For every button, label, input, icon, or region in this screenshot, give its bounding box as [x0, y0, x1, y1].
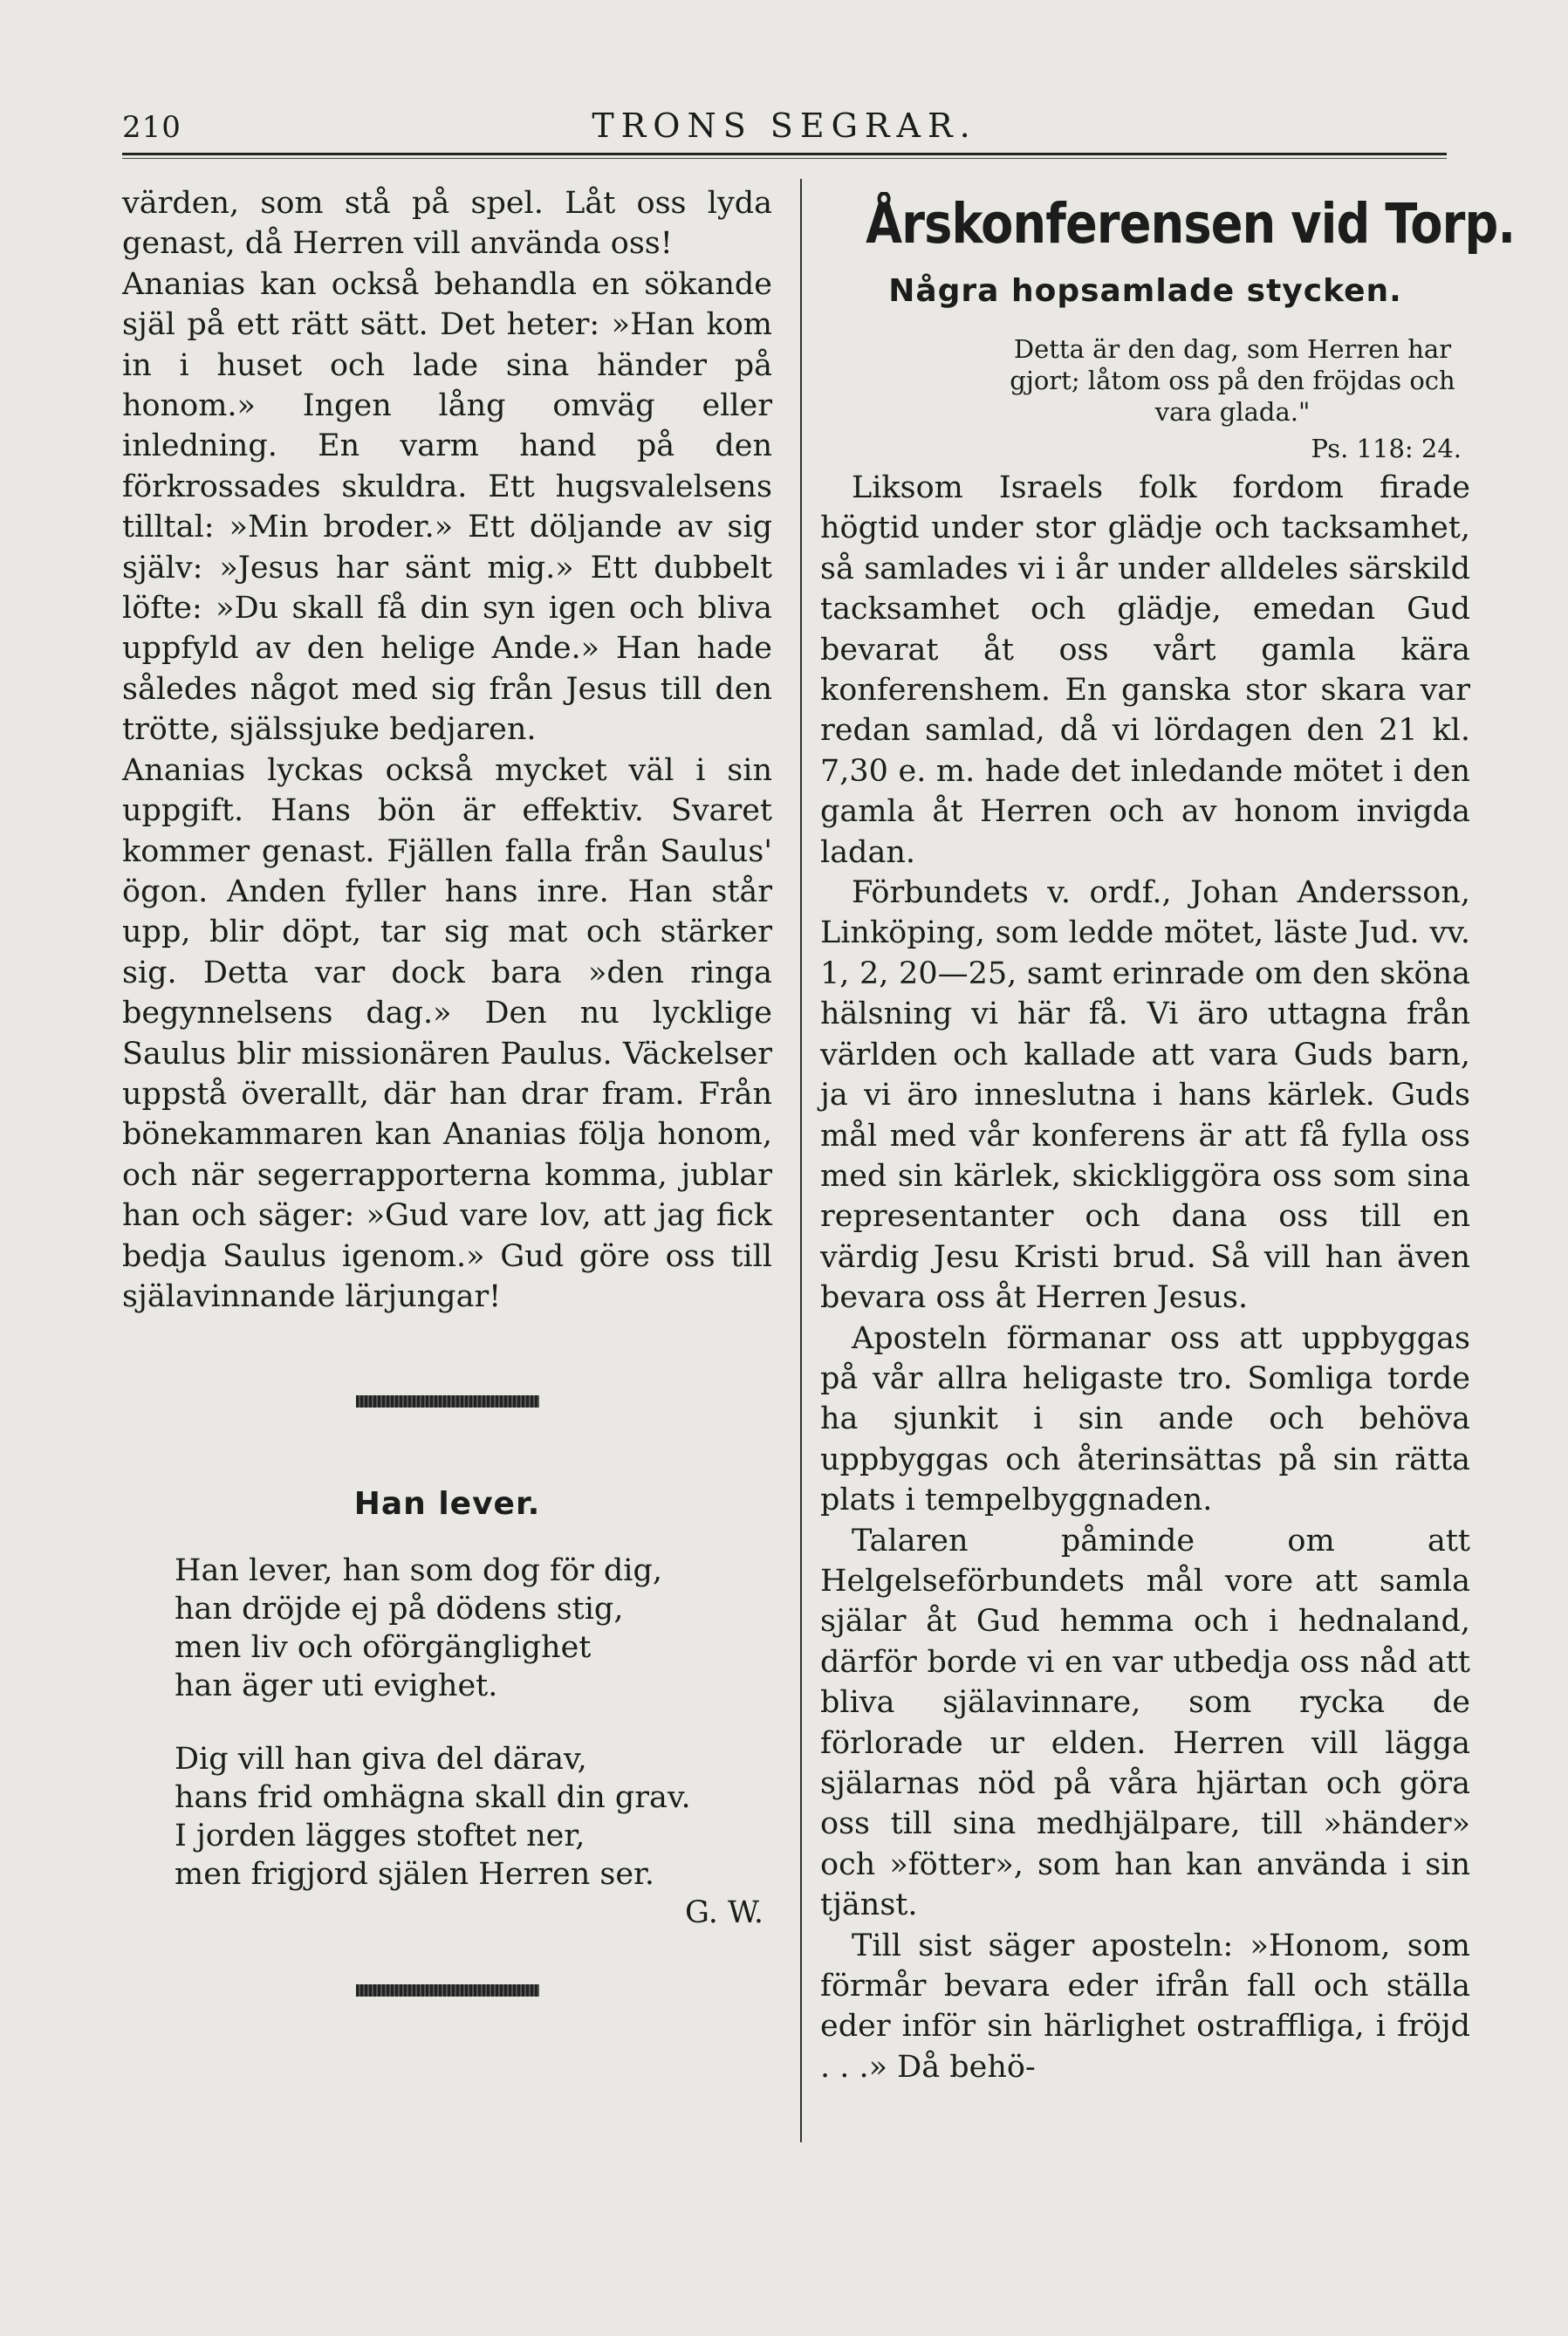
paragraph: Liksom Israels folk fordom firade högtid under stor glädje och tacksamhet, så samlades vi i år under alldeles särskild tacksamhet och glädje, emedan Gud bevarat åt oss vårt gamla kära konferenshem. En ganska stor skara var redan samlad, då vi lördagen den 21 kl. 7,30 e. m. hade det inledande mötet i den gamla åt Herren och av honom invigda ladan.: [820, 470, 1470, 870]
poem-line: Dig vill han giva del därav,: [175, 1742, 587, 1778]
right-column: [820, 183, 1516, 2087]
page-number: 210: [122, 110, 181, 145]
section-divider: [356, 1984, 539, 1997]
page-header: [122, 103, 1447, 155]
section-divider: [356, 1395, 539, 1408]
header-rule: [122, 153, 1447, 159]
poem-title: Han lever.: [353, 1486, 541, 1523]
paragraph: Ananias lyckas också mycket väl i sin uppgift. Hans bön är effektiv. Svaret kommer genast. Fjällen falla från Saulus' ögon. Anden fyller hans inre. Han står upp, blir döpt, tar sig mat och stärker sig. Detta var dock bara »den ringa begynnelsens dag.» Den nu lycklige Saulus blir missionären Paulus. Väckelser uppstå överallt, där han drar fram. Från bönekammaren kan Ananias följa honom, och när segerrapporterna komma, jublar han och säger: »Gud vare lov, att jag fick bedja Saulus igenom.» Gud göre oss till själavinnande lärjungar!: [122, 752, 772, 1314]
poem-stanza: [122, 1552, 772, 1705]
paragraph: värden, som stå på spel. Låt oss lyda genast, då Herren vill använda oss!: [122, 186, 772, 262]
left-column: [122, 183, 772, 1997]
paragraph: Till sist säger aposteln: »Honom, som förmår bevara eder ifrån fall och ställa eder inför sin härlighet ostraffliga, i fröjd . . .» Då behö-: [820, 1928, 1470, 2085]
poem-stanza: [122, 1740, 772, 1932]
poem-line: hans frid omhägna skall din grav.: [175, 1780, 691, 1816]
poem-line: han äger uti evighet.: [175, 1668, 498, 1704]
poem-line: Han lever, han som dog för dig,: [175, 1553, 663, 1589]
poem-line: I jorden lägges stoftet ner,: [175, 1819, 585, 1854]
poem-line: men frigjord själen Herren ser.: [175, 1857, 655, 1893]
paragraph: Förbundets v. ordf., Johan Andersson, Linköping, som ledde mötet, läste Jud. vv. 1, 2, 20—25, samt erinrade om den sköna hälsning vi här få. Vi äro uttagna från världen och kallade att vara Guds barn, ja vi äro inneslutna i hans kärlek. Guds mål med vår konferens är att få fylla oss med sin kärlek, skickliggöra oss som sina representanter och dana oss till en värdig Jesu Kristi brud. Så vill han även bevara oss åt Herren Jesus.: [820, 875, 1470, 1316]
article-title: Årskonferensen vid Torp.: [866, 192, 1516, 256]
running-head: TRONS SEGRAR.: [592, 106, 977, 145]
paragraph: Talaren påminde om att Helgelseförbundets mål vore att samla själar åt Gud hemma och i hednaland, därför borde vi en var utbedja oss nåd att bliva själavinnare, som rycka de förlorade ur elden. Herren vill lägga själarnas nöd på våra hjärtan och göra oss till sina medhjälpare, till »händer» och »fötter», som han kan använda i sin tjänst.: [820, 1523, 1470, 1923]
paragraph: Aposteln förmanar oss att uppbyggas på vår allra heligaste tro. Somliga torde ha sjunkit i sin ande och behöva uppbyggas och återinsättas på sin rätta plats i tempelbyggnaden.: [820, 1320, 1470, 1518]
article-subtitle: Några hopsamlade stycken.: [888, 273, 1402, 309]
epigraph: Detta är den dag, som Herren har gjort; låtom oss på den fröjdas och vara glada.": [1010, 334, 1455, 427]
epigraph-reference: Ps. 118: 24.: [1311, 434, 1462, 463]
paragraph: Ananias kan också behandla en sökande själ på ett rätt sätt. Det heter: »Han kom in i huset och lade sina händer på honom.» Ingen lång omväg eller inledning. En varm hand på den förkrossades skuldra. Ett hugsvalelsens tilltal: »Min broder.» Ett döljande av sig själv: »Jesus har sänt mig.» Ett dubbelt löfte: »Du skall få din syn igen och bliva uppfyld av den helige Ande.» Han hade således något med sig från Jesus till den trötte, själssjuke bedjaren.: [122, 266, 772, 748]
poem-line: men liv och oförgänglighet: [175, 1630, 592, 1666]
column-rule: [800, 179, 802, 2142]
poem-signature: G. W.: [685, 1895, 763, 1931]
poem-line: han dröjde ej på dödens stig,: [175, 1592, 624, 1627]
